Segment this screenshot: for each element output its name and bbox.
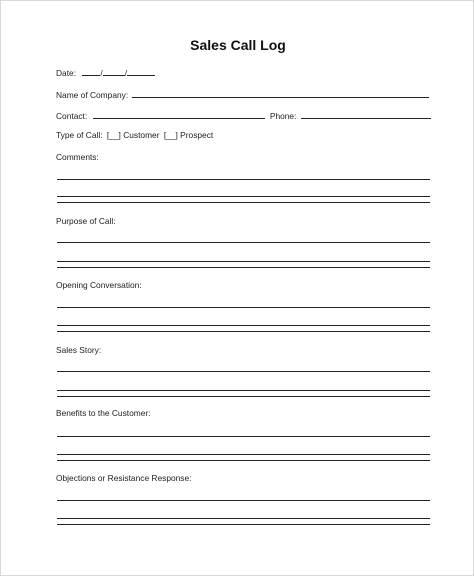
answer-line[interactable]	[57, 267, 430, 268]
customer-checkbox[interactable]: [__]	[106, 130, 121, 140]
section-label: Objections or Resistance Response:	[56, 473, 192, 483]
type-of-call-label: Type of Call:	[56, 130, 103, 140]
answer-line[interactable]	[57, 524, 430, 525]
company-row	[56, 89, 429, 100]
answer-line[interactable]	[57, 518, 430, 519]
section-label: Sales Story:	[56, 345, 102, 355]
date-day-blank[interactable]	[103, 67, 128, 78]
form-title: Sales Call Log	[190, 37, 286, 53]
date-label: Date:	[56, 68, 77, 78]
prospect-checkbox[interactable]: [__]	[163, 130, 178, 140]
answer-line[interactable]	[57, 331, 430, 332]
section-label: Benefits to the Customer:	[56, 408, 151, 418]
answer-line[interactable]	[57, 325, 430, 326]
answer-line[interactable]	[57, 454, 430, 455]
date-row	[56, 67, 155, 78]
answer-line[interactable]	[57, 202, 430, 203]
answer-line[interactable]	[57, 390, 430, 391]
phone-label: Phone:	[269, 111, 297, 121]
company-blank[interactable]	[132, 89, 429, 98]
answer-line[interactable]	[57, 196, 430, 197]
company-label: Name of Company:	[56, 90, 129, 100]
section-label: Opening Conversation:	[56, 280, 142, 290]
answer-line[interactable]	[57, 307, 430, 308]
answer-line[interactable]	[57, 179, 430, 180]
answer-line[interactable]	[57, 460, 430, 461]
prospect-label: Prospect	[180, 130, 214, 140]
section-label: Purpose of Call:	[56, 216, 116, 226]
answer-line[interactable]	[57, 371, 430, 372]
answer-line[interactable]	[57, 261, 430, 262]
answer-line[interactable]	[57, 242, 430, 243]
date-year-blank[interactable]	[124, 67, 155, 78]
contact-blank[interactable]	[93, 110, 265, 119]
phone-blank[interactable]	[301, 110, 431, 119]
answer-line[interactable]	[57, 436, 430, 437]
type-of-call-row	[56, 130, 213, 140]
section-label: Comments:	[56, 152, 99, 162]
date-month-blank[interactable]	[82, 67, 103, 78]
date-separator: /	[124, 68, 128, 78]
contact-row	[56, 110, 431, 121]
contact-label: Contact:	[56, 111, 88, 121]
customer-label: Customer	[123, 130, 160, 140]
answer-line[interactable]	[57, 500, 430, 501]
answer-line[interactable]	[57, 396, 430, 397]
date-separator: /	[100, 68, 103, 78]
